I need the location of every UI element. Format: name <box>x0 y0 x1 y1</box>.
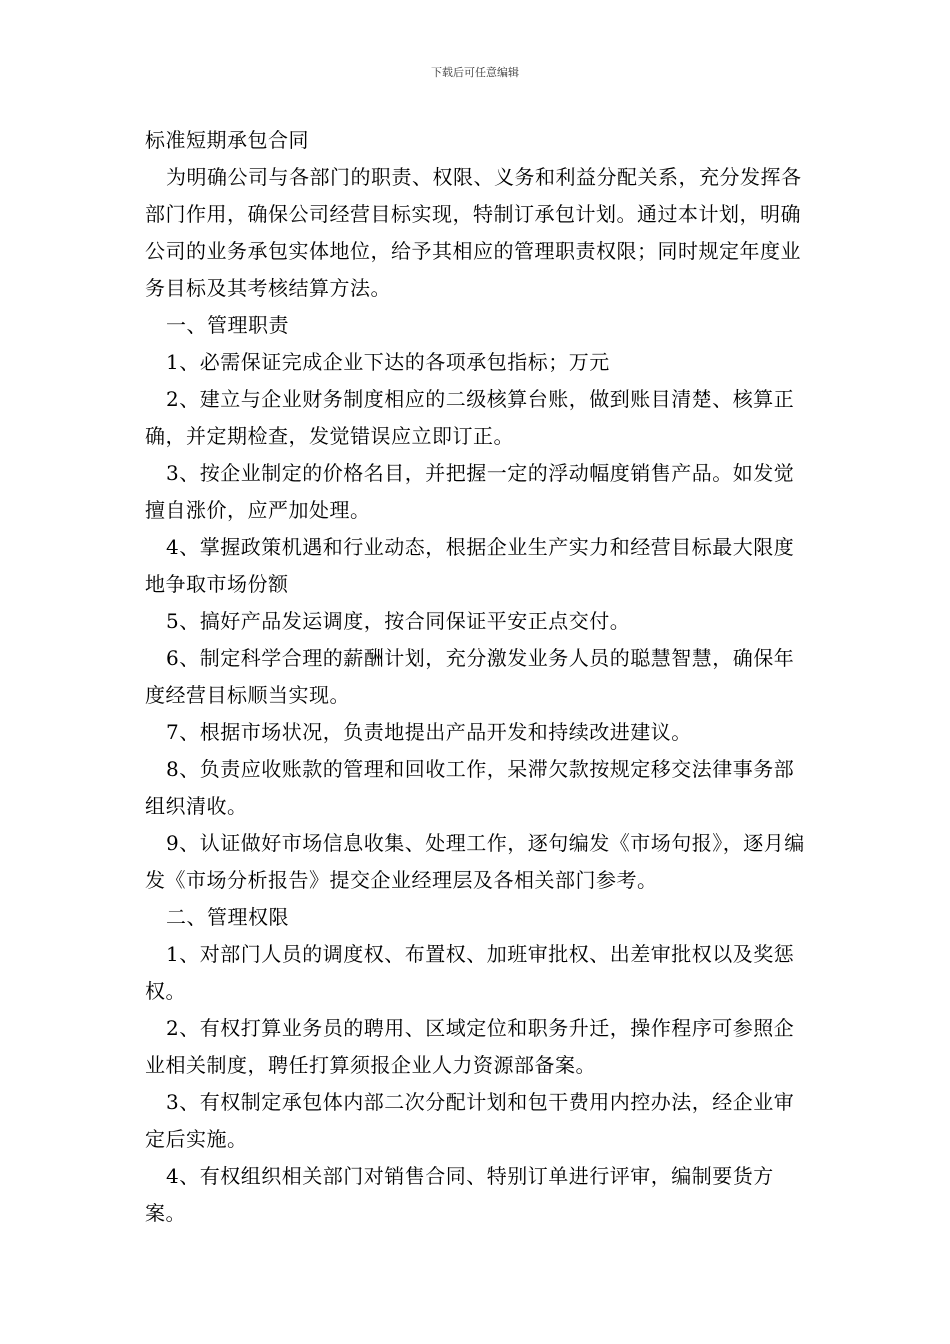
responsibility-item: 2、建立与企业财务制度相应的二级核算台账，做到账目清楚、核算正确，并定期检查，发觉错误应立即订正。 <box>145 387 795 448</box>
responsibility-item: 7、根据市场状况，负责地提出产品开发和持续改进建议。 <box>166 720 692 744</box>
page-header: 下载后可任意编辑 <box>431 66 519 79</box>
document-body <box>145 122 810 1232</box>
authority-item: 1、对部门人员的调度权、布置权、加班审批权、出差审批权以及奖惩权。 <box>145 942 795 1003</box>
authority-item: 4、有权组织相关部门对销售合同、特别订单进行评审，编制要货方案。 <box>145 1164 774 1225</box>
responsibility-item: 5、搞好产品发运调度，按合同保证平安正点交付。 <box>166 609 631 633</box>
responsibility-item: 6、制定科学合理的薪酬计划，充分激发业务人员的聪慧智慧，确保年度经营目标顺当实现。 <box>145 646 795 707</box>
authority-item: 2、有权打算业务员的聘用、区域定位和职务升迁，操作程序可参照企业相关制度，聘任打算须报企业人力资源部备案。 <box>145 1016 795 1077</box>
responsibility-item: 9、认证做好市场信息收集、处理工作，逐句编发《市场句报》，逐月编发《市场分析报告》提交企业经理层及各相关部门参考。 <box>145 831 805 892</box>
section-heading-responsibilities: 一、管理职责 <box>166 313 289 337</box>
intro-paragraph: 为明确公司与各部门的职责、权限、义务和利益分配关系，充分发挥各部门作用，确保公司经营目标实现，特制订承包计划。通过本计划，明确公司的业务承包实体地位，给予其相应的管理职责权限；同时规定年度业务目标及其考核结算方法。 <box>145 165 802 300</box>
responsibility-item: 4、掌握政策机遇和行业动态，根据企业生产实力和经营目标最大限度地争取市场份额 <box>145 535 795 596</box>
responsibility-item: 1、必需保证完成企业下达的各项承包指标；万元 <box>166 350 610 374</box>
authority-item: 3、有权制定承包体内部二次分配计划和包干费用内控办法，经企业审定后实施。 <box>145 1090 795 1151</box>
document-title: 标准短期承包合同 <box>145 128 309 152</box>
section-heading-authority: 二、管理权限 <box>166 905 289 929</box>
responsibility-item: 3、按企业制定的价格名目，并把握一定的浮动幅度销售产品。如发觉擅自涨价，应严加处理。 <box>145 461 795 522</box>
responsibility-item: 8、负责应收账款的管理和回收工作，呆滞欠款按规定移交法律事务部组织清收。 <box>145 757 795 818</box>
